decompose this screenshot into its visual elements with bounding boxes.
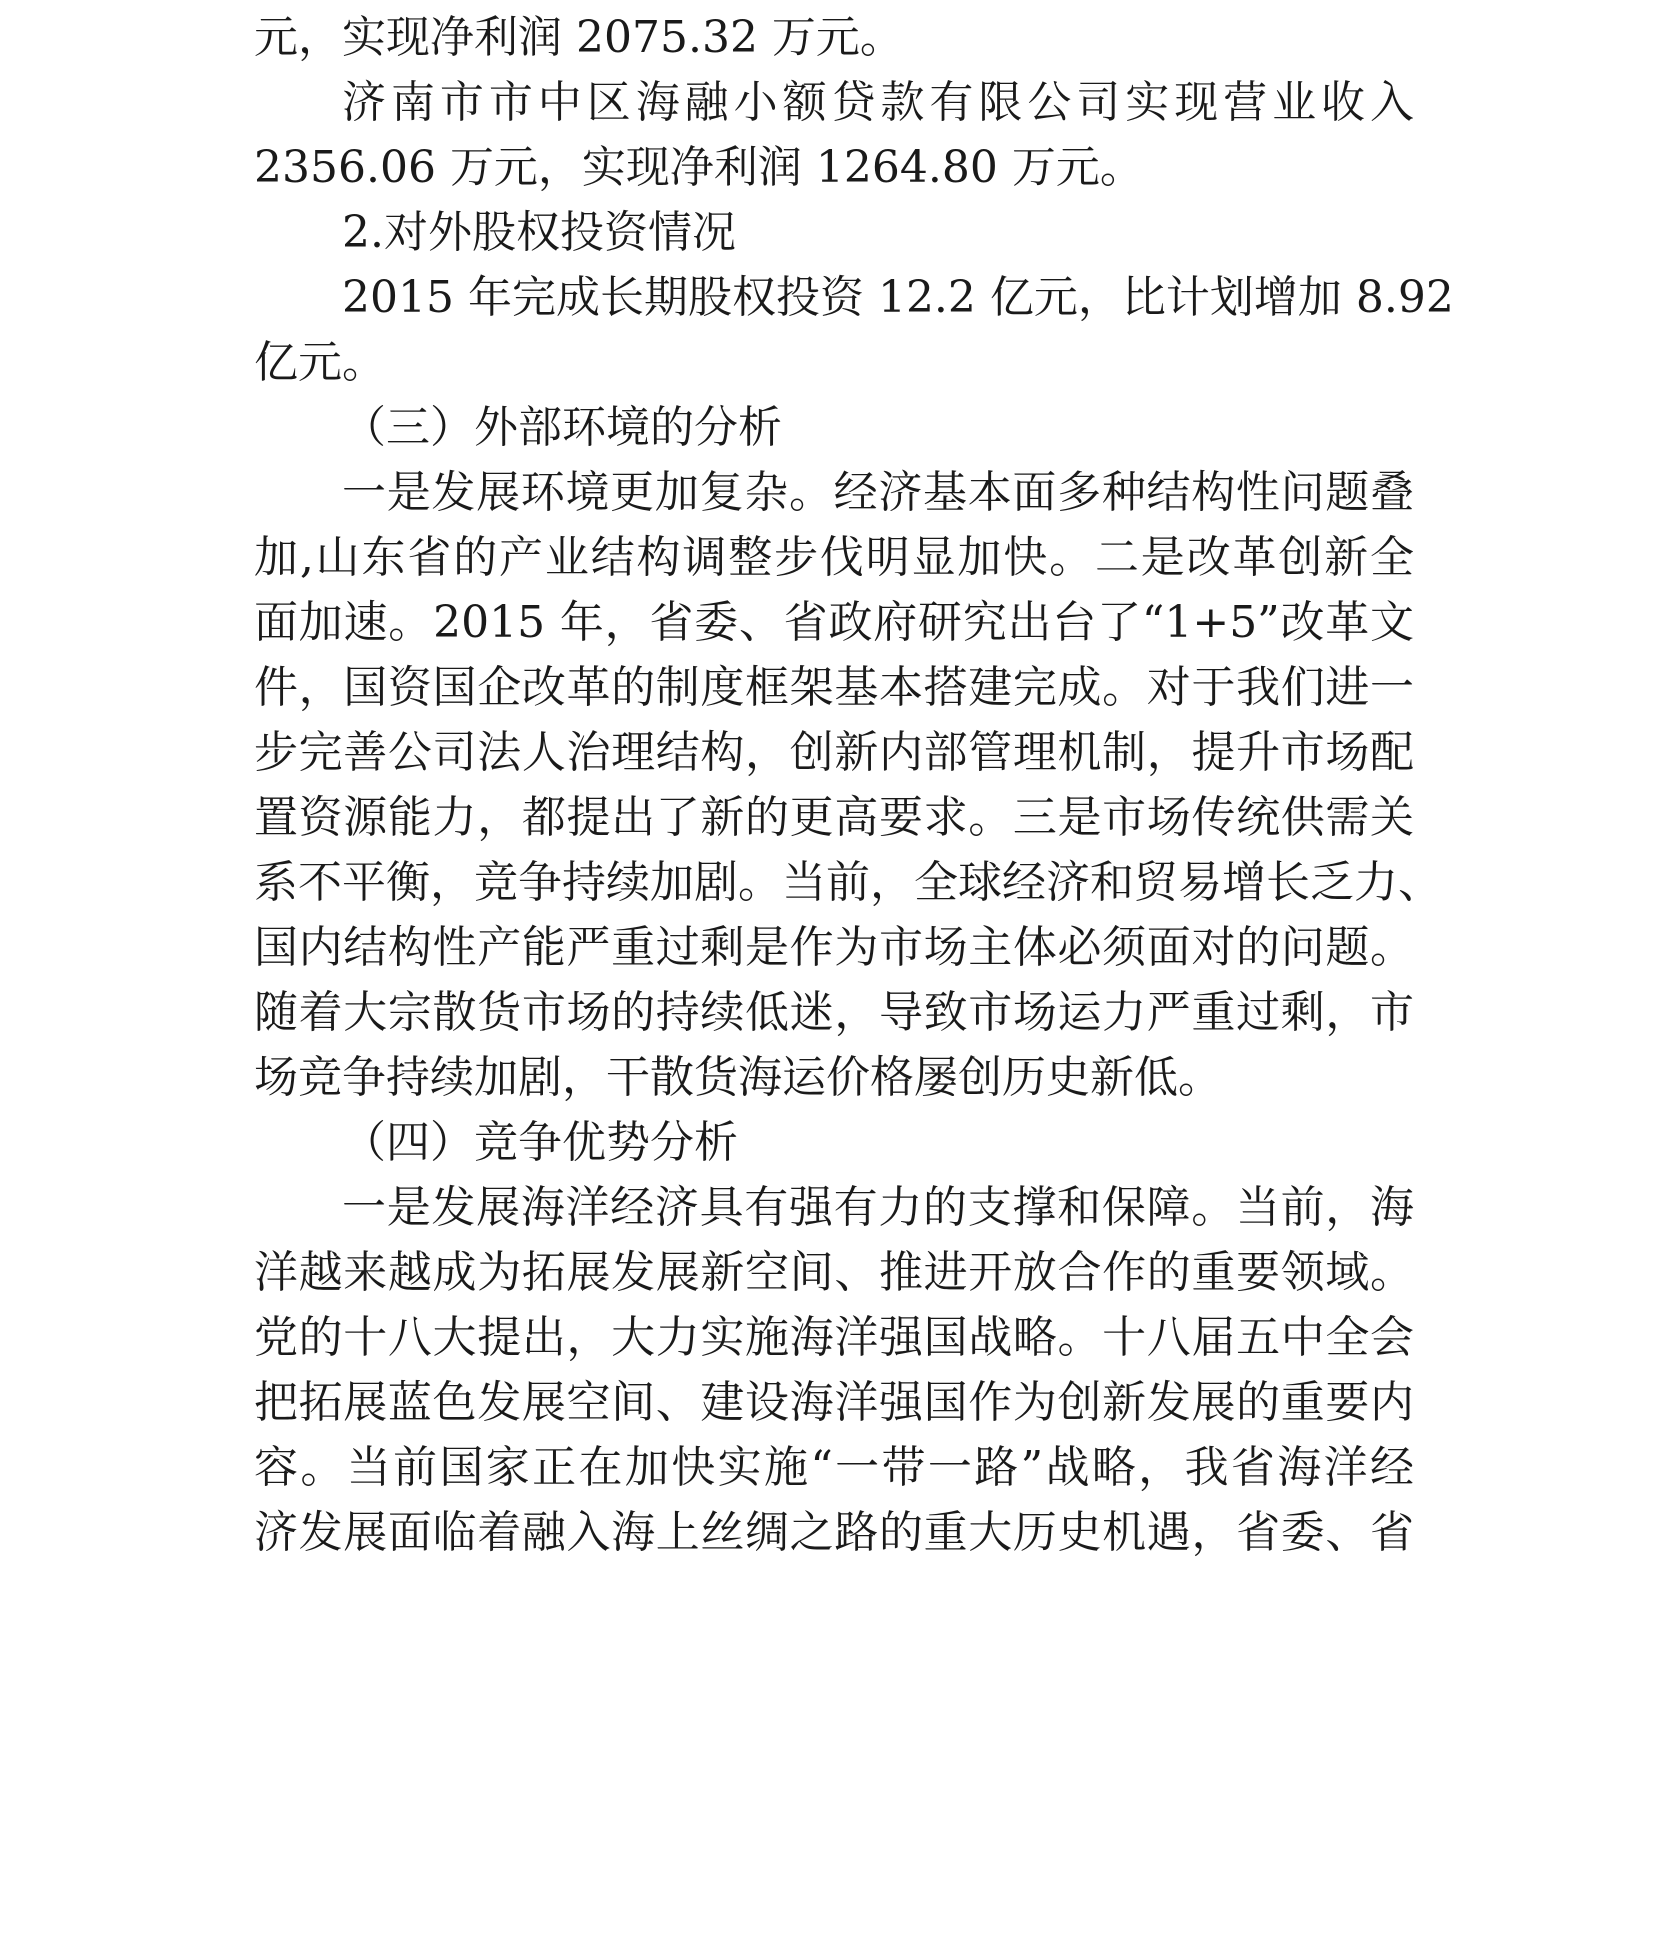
paragraph-first-line: 一是发展环境更加复杂。经济基本面多种结构性问题叠 <box>342 467 1414 518</box>
text-line: 加,山东省的产业结构调整步伐明显加快。二是改革创新全 <box>254 532 1414 583</box>
text-line: 元，实现净利润 2075.32 万元。 <box>254 12 904 63</box>
text-line: 亿元。 <box>254 337 386 388</box>
subsection-heading: 2.对外股权投资情况 <box>342 207 736 258</box>
section-heading: （三）外部环境的分析 <box>342 402 782 453</box>
section-heading: （四）竞争优势分析 <box>342 1117 738 1168</box>
text-line: 容。当前国家正在加快实施“一带一路”战略，我省海洋经 <box>254 1442 1414 1493</box>
text-line: 济发展面临着融入海上丝绸之路的重大历史机遇，省委、省 <box>254 1507 1414 1558</box>
text-line: 随着大宗散货市场的持续低迷，导致市场运力严重过剩，市 <box>254 987 1414 1038</box>
text-line: 2356.06 万元，实现净利润 1264.80 万元。 <box>254 142 1144 193</box>
paragraph-first-line: 一是发展海洋经济具有强有力的支撑和保障。当前，海 <box>342 1182 1414 1233</box>
text-line: 面加速。2015 年，省委、省政府研究出台了“1+5”改革文 <box>254 597 1414 648</box>
text-line: 国内结构性产能严重过剩是作为市场主体必须面对的问题。 <box>254 922 1414 973</box>
text-line: 系不平衡，竞争持续加剧。当前，全球经济和贸易增长乏力、 <box>254 857 1442 908</box>
text-line: 置资源能力，都提出了新的更高要求。三是市场传统供需关 <box>254 792 1414 843</box>
text-line: 党的十八大提出，大力实施海洋强国战略。十八届五中全会 <box>254 1312 1414 1363</box>
text-line: 件，国资国企改革的制度框架基本搭建完成。对于我们进一 <box>254 662 1414 713</box>
text-line: 步完善公司法人治理结构，创新内部管理机制，提升市场配 <box>254 727 1414 778</box>
paragraph-first-line: 2015 年完成长期股权投资 12.2 亿元，比计划增加 8.92 <box>342 272 1454 323</box>
text-line: 场竞争持续加剧，干散货海运价格屡创历史新低。 <box>254 1052 1222 1103</box>
text-line: 把拓展蓝色发展空间、建设海洋强国作为创新发展的重要内 <box>254 1377 1414 1428</box>
paragraph-first-line: 济南市市中区海融小额贷款有限公司实现营业收入 <box>342 77 1414 128</box>
text-line: 洋越来越成为拓展发展新空间、推进开放合作的重要领域。 <box>254 1247 1414 1298</box>
